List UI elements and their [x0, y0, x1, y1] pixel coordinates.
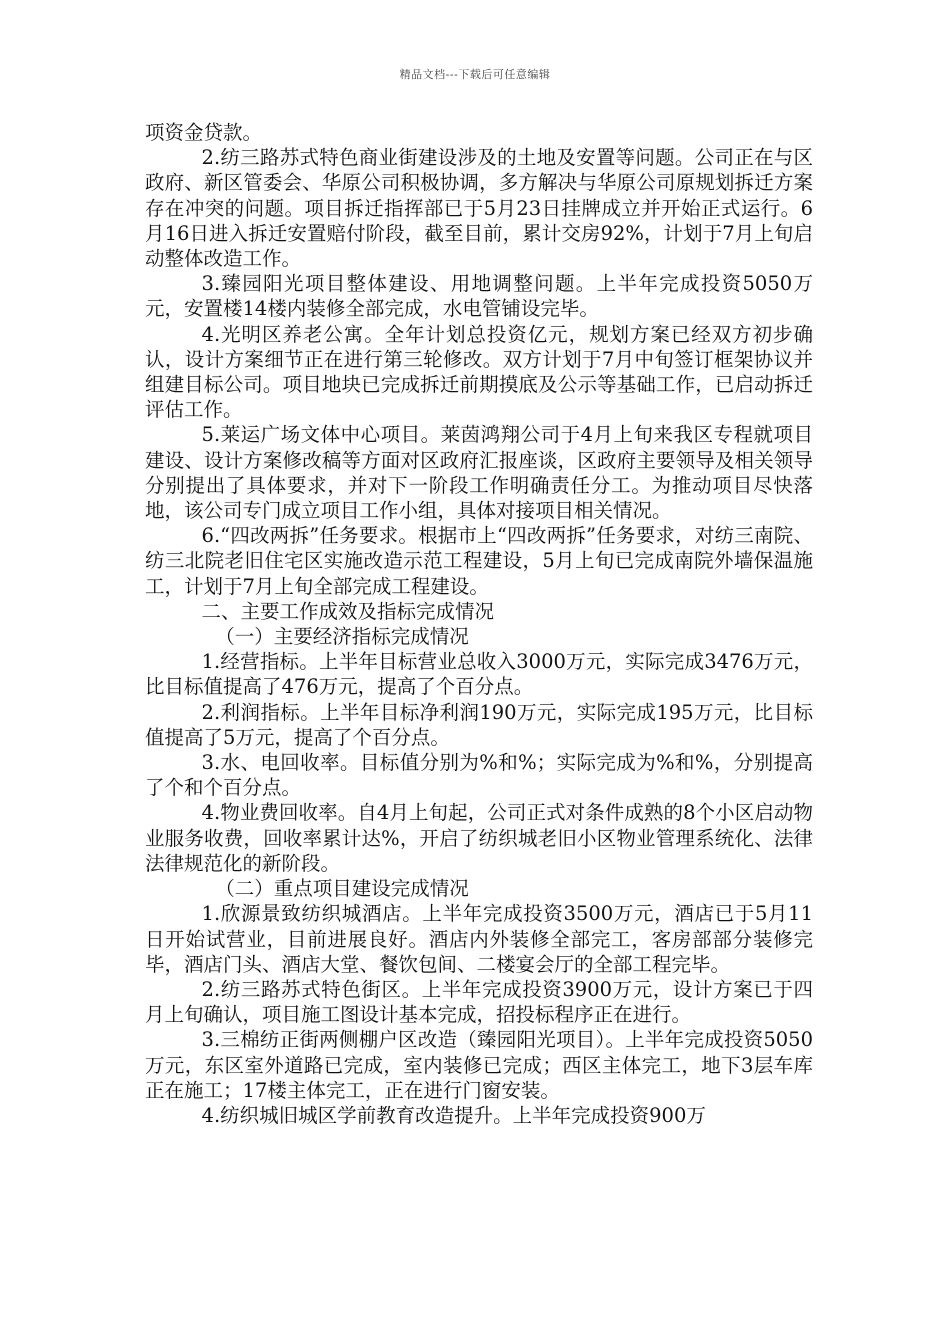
subsection-heading-2: （二）重点项目建设完成情况: [215, 877, 469, 901]
paragraph-item-4-elderly-housing: 4.光明区养老公寓。全年计划总投资亿元，规划方案已经双方初步确认，设计方案细节正在进行第三轮修改。双方计划于7月中旬签订框架协议并组建目标公司。项目地块已完成拆迁前期摸底及公示等基础工作，已启动拆迁评估工作。: [145, 322, 813, 422]
paragraph-item-3-zhenyuan: 3.臻园阳光项目整体建设、用地调整问题。上半年完成投资5050万元，安置楼14楼内装修全部完成，水电管铺设完毕。: [145, 272, 813, 321]
paragraph-project-preschool: 4.纺织城旧城区学前教育改造提升。上半年完成投资900万: [201, 1103, 706, 1127]
paragraph-indicator-profit: 2.利润指标。上半年目标净利润190万元，实际完成195万元，比目标值提高了5万元，提高了个百分点。: [145, 700, 813, 749]
subsection-heading-1: （一）主要经济指标完成情况: [215, 625, 469, 649]
section-heading-2: 二、主要工作成效及指标完成情况: [201, 599, 495, 623]
paragraph-project-hotel: 1.欣源景致纺织城酒店。上半年完成投资3500万元，酒店已于5月11日开始试营业，目前进展良好。酒店内外装修全部完工，客房部部分装修完毕，酒店门头、酒店大堂、餐饮包间、二楼宴会厅的全部工程完毕。: [145, 902, 813, 976]
paragraph-item-6-renovation: 6.“四改两拆”任务要求。根据市上“四改两拆”任务要求，对纺三南院、纺三北院老旧住宅区实施改造示范工程建设，5月上旬已完成南院外墙保温施工，计划于7月上旬全部完成工程建设。: [145, 524, 813, 598]
page-header-note: 精品文档---下载后可任意编辑: [399, 68, 551, 81]
paragraph-project-shantytown: 3.三棉纺正街两侧棚户区改造（臻园阳光项目）。上半年完成投资5050万元，东区室外道路已完成，室内装修已完成；西区主体完工，地下3层车库正在施工；17楼主体完工，正在进行门窗安装。: [145, 1028, 813, 1102]
document-body: [145, 120, 813, 1128]
paragraph-item-5-laiyun-plaza: 5.莱运广场文体中心项目。莱茵鸿翔公司于4月上旬来我区专程就项目建设、设计方案修改稿等方面对区政府汇报座谈，区政府主要领导及相关领导分别提出了具体要求，并对下一阶段工作明确责任分工。为推动项目尽快落地，该公司专门成立项目工作小组，具体对接项目相关情况。: [145, 423, 813, 523]
paragraph-indicator-property-fee: 4.物业费回收率。自4月上旬起，公司正式对条件成熟的8个小区启动物业服务收费，回收率累计达%，开启了纺织城老旧小区物业管理系统化、法律法律规范化的新阶段。: [145, 801, 813, 875]
paragraph-item-2-land: 2.纺三路苏式特色商业街建设涉及的土地及安置等问题。公司正在与区政府、新区管委会、华原公司积极协调，多方解决与华原公司原规划拆迁方案存在冲突的问题。项目拆迁指挥部已于5月23日挂牌成立并开始正式运行。6月16日进入拆迁安置赔付阶段，截至目前，累计交房92%，计划于7月上旬启动整体改造工作。: [145, 146, 813, 271]
paragraph-project-suzhou-street: 2.纺三路苏式特色街区。上半年完成投资3900万元，设计方案已于四月上旬确认，项目施工图设计基本完成，招投标程序正在进行。: [145, 977, 813, 1027]
paragraph-indicator-operating: 1.经营指标。上半年目标营业总收入3000万元，实际完成3476万元，比目标值提高了476万元，提高了个百分点。: [145, 650, 813, 699]
paragraph-indicator-utilities: 3.水、电回收率。目标值分别为%和%；实际完成为%和%，分别提高了个和个百分点。: [145, 751, 813, 800]
paragraph-continuation: 项资金贷款。: [145, 121, 263, 144]
